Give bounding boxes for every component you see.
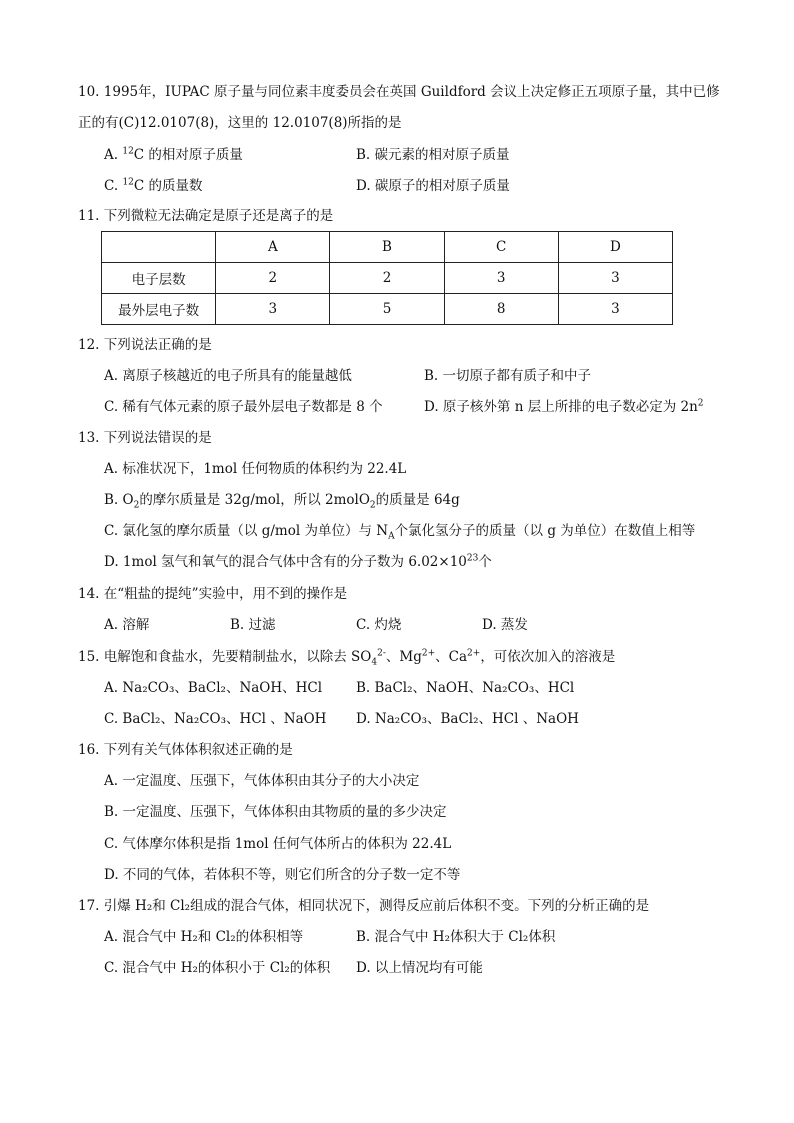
q14-option-d: D. 蒸发 <box>482 617 528 633</box>
table-header-cell: B <box>330 232 444 263</box>
table-cell: 2 <box>330 263 444 294</box>
q14-option-b: B. 过滤 <box>230 617 276 633</box>
q11-table <box>101 231 673 325</box>
q10-option-b: B. 碳元素的相对原子质量 <box>356 147 510 163</box>
q13-option-b: B. $O_2$的摩尔质量是 32g/mol，所以 2molO$_2$的质量是 64g <box>104 492 460 511</box>
q15-option-d: D. Na₂CO₃、BaCl₂、HCl 、NaOH <box>356 711 579 727</box>
q14-stem: 14. 在“粗盐的提纯”实验中，用不到的操作是 <box>78 586 348 602</box>
q14-option-c: C. 灼烧 <box>356 617 402 633</box>
table-cell: 3 <box>558 294 672 325</box>
q10-option-d: D. 碳原子的相对原子质量 <box>356 178 510 194</box>
table-cell: 8 <box>444 294 558 325</box>
q10-stem-line1: 10. 1995年，IUPAC 原子量与同位素丰度委员会在英国 Guildford 会议上决定修正五项原子量，其中已修 <box>78 84 720 100</box>
table-cell: 3 <box>558 263 672 294</box>
table-header-cell: A <box>216 232 330 263</box>
table-header-cell: C <box>444 232 558 263</box>
q13-stem: 13. 下列说法错误的是 <box>78 430 212 446</box>
table-header-cell <box>102 232 216 263</box>
q16-option-b: B. 一定温度、压强下，气体体积由其物质的量的多少决定 <box>104 804 447 820</box>
q14-option-a: A. 溶解 <box>104 617 150 633</box>
table-cell: 最外层电子数 <box>102 294 216 325</box>
table-cell: 5 <box>330 294 444 325</box>
q12-option-a: A. 离原子核越近的电子所具有的能量越低 <box>104 368 352 384</box>
q12-option-d: D. 原子核外第 n 层上所排的电子数必定为 $2n^2$ <box>424 398 704 415</box>
q17-option-d: D. 以上情况均有可能 <box>356 960 483 976</box>
table-header-cell: D <box>558 232 672 263</box>
q16-stem: 16. 下列有关气体体积叙述正确的是 <box>78 742 293 758</box>
table-header-row <box>102 232 673 263</box>
table-cell: 2 <box>216 263 330 294</box>
q13-option-d: D. 1mol 氢气和氧气的混合气体中含有的分子数为 $6.02\times 10^{23}$个 <box>104 553 492 570</box>
q16-option-a: A. 一定温度、压强下，气体体积由其分子的大小决定 <box>104 773 420 789</box>
q12-stem: 12. 下列说法正确的是 <box>78 337 212 353</box>
table-cell: 3 <box>444 263 558 294</box>
q15-stem: 15. 电解饱和食盐水，先要精制盐水，以除去 $SO_4^{2-}$、$Mg^{2+}$、$Ca^{2+}$，可依次加入的溶液是 <box>78 648 616 668</box>
q15-option-c: C. BaCl₂、Na₂CO₃、HCl 、NaOH <box>104 711 327 727</box>
q11-stem: 11. 下列微粒无法确定是原子还是离子的是 <box>78 208 334 224</box>
table-cell: 电子层数 <box>102 263 216 294</box>
q17-option-a: A. 混合气中 H₂和 Cl₂的体积相等 <box>104 929 304 945</box>
q10-option-a: A. $^{12}$C 的相对原子质量 <box>104 146 243 163</box>
q17-option-c: C. 混合气中 H₂的体积小于 Cl₂的体积 <box>104 960 331 976</box>
q15-option-a: A. Na₂CO₃、BaCl₂、NaOH、HCl <box>104 680 323 696</box>
q16-option-d: D. 不同的气体，若体积不等，则它们所含的分子数一定不等 <box>104 867 461 883</box>
table-row <box>102 294 673 325</box>
table-cell: 3 <box>216 294 330 325</box>
q16-option-c: C. 气体摩尔体积是指 1mol 任何气体所占的体积为 22.4L <box>104 836 452 852</box>
q17-option-b: B. 混合气中 H₂体积大于 Cl₂体积 <box>356 929 556 945</box>
q17-stem: 17. 引爆 H₂和 Cl₂组成的混合气体，相同状况下，测得反应前后体积不变。下列的分析正确的是 <box>78 898 650 914</box>
q13-option-c: C. 氯化氢的摩尔质量（以 g/mol 为单位）与 $N_A$个氯化氢分子的质量（以 g 为单位）在数值上相等 <box>104 523 696 542</box>
q10-stem-line2: 正的有(C)12.0107(8)，这里的 12.0107(8)所指的是 <box>78 115 402 131</box>
q12-option-b: B. 一切原子都有质子和中子 <box>424 368 592 384</box>
q13-option-a: A. 标准状况下，1mol 任何物质的体积约为 22.4L <box>104 461 407 477</box>
q12-option-c: C. 稀有气体元素的原子最外层电子数都是 8 个 <box>104 399 383 415</box>
q10-option-c: C. $^{12}$C 的质量数 <box>104 177 203 194</box>
q15-option-b: B. BaCl₂、NaOH、Na₂CO₃、HCl <box>356 680 575 696</box>
table-row <box>102 263 673 294</box>
